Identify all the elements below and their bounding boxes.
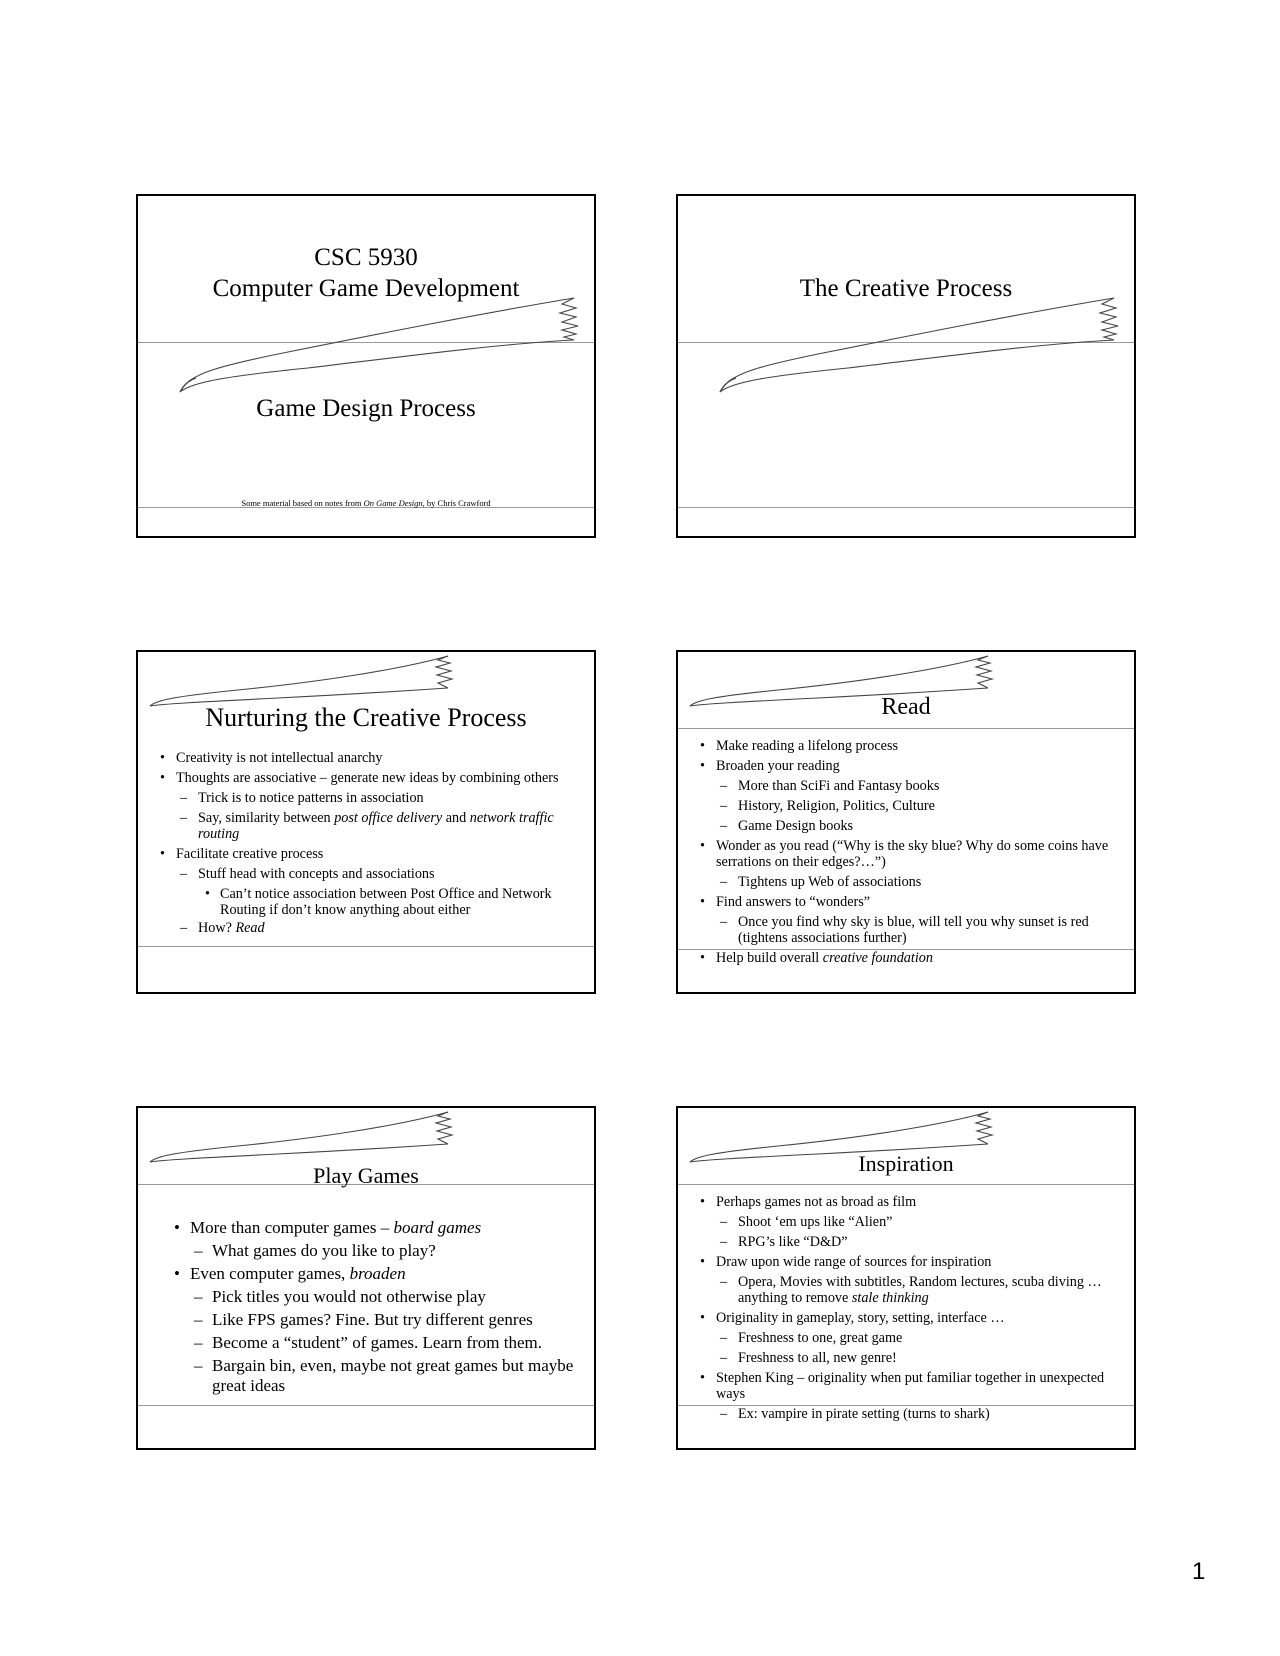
bullet: • Perhaps games not as broad as film bbox=[698, 1194, 1120, 1210]
slide-body bbox=[698, 738, 1120, 970]
page-number: 1 bbox=[1192, 1558, 1206, 1585]
sub-bullet: – Shoot ‘em ups like “Alien” bbox=[698, 1214, 1120, 1230]
slide-title: Nurturing the Creative Process bbox=[205, 703, 527, 732]
bullet: • Creativity is not intellectual anarchy bbox=[158, 750, 580, 766]
sub-bullet: – History, Religion, Politics, Culture bbox=[698, 798, 1120, 814]
sub-bullet: – Bargain bin, even, maybe not great games but maybe great ideas bbox=[172, 1356, 580, 1396]
bullet: • Stephen King – originality when put familiar together in unexpected ways bbox=[698, 1370, 1120, 1402]
bullet: • Find answers to “wonders” bbox=[698, 894, 1120, 910]
slide-divider bbox=[138, 946, 594, 947]
slide-subtitle: Game Design Process bbox=[256, 395, 476, 422]
slide-5 bbox=[136, 1106, 596, 1450]
slide-divider bbox=[678, 507, 1134, 508]
sub-bullet: – Pick titles you would not otherwise play bbox=[172, 1287, 580, 1307]
slide-divider bbox=[138, 1405, 594, 1406]
slide-body bbox=[698, 1194, 1120, 1426]
sub-bullet: – Once you find why sky is blue, will tell you why sunset is red (tightens associations further) bbox=[698, 914, 1120, 946]
slide-title: The Creative Process bbox=[799, 275, 1013, 302]
slide-title: Inspiration bbox=[858, 1151, 954, 1176]
sub-sub-bullet: • Can’t notice association between Post Office and Network Routing if don’t know anything about either bbox=[158, 886, 580, 918]
slide-body bbox=[158, 750, 580, 940]
sub-bullet: – Stuff head with concepts and associations bbox=[158, 866, 580, 882]
slide-6 bbox=[676, 1106, 1136, 1450]
sub-bullet: – Trick is to notice patterns in association bbox=[158, 790, 580, 806]
bullet: • Wonder as you read (“Why is the sky blue? Why do some coins have serrations on their edges?…”) bbox=[698, 838, 1120, 870]
slide-title: Read bbox=[881, 694, 931, 720]
slide-title-line-2: Computer Game Development bbox=[212, 275, 520, 302]
slide-2 bbox=[676, 194, 1136, 538]
bullet: • Help build overall creative foundation bbox=[698, 950, 1120, 966]
bullet: • More than computer games – board games bbox=[172, 1218, 580, 1238]
slide-3 bbox=[136, 650, 596, 994]
sub-bullet: – Freshness to all, new genre! bbox=[698, 1350, 1120, 1366]
sub-bullet: – Ex: vampire in pirate setting (turns to shark) bbox=[698, 1406, 1120, 1422]
bullet: • Even computer games, broaden bbox=[172, 1264, 580, 1284]
bullet: • Originality in gameplay, story, setting, interface … bbox=[698, 1310, 1120, 1326]
bullet: • Draw upon wide range of sources for inspiration bbox=[698, 1254, 1120, 1270]
sub-bullet: – Like FPS games? Fine. But try different genres bbox=[172, 1310, 580, 1330]
sub-bullet: – More than SciFi and Fantasy books bbox=[698, 778, 1120, 794]
bullet: • Broaden your reading bbox=[698, 758, 1120, 774]
sub-bullet: – RPG’s like “D&D” bbox=[698, 1234, 1120, 1250]
sub-bullet: – Game Design books bbox=[698, 818, 1120, 834]
sub-bullet: – How? Read bbox=[158, 920, 580, 936]
slide-title-line-1: CSC 5930 bbox=[314, 244, 418, 271]
source-note: Some material based on notes from On Game Design, by Chris Crawford bbox=[241, 498, 491, 508]
sub-bullet: – Become a “student” of games. Learn from them. bbox=[172, 1333, 580, 1353]
bullet: • Facilitate creative process bbox=[158, 846, 580, 862]
sub-bullet: – Tightens up Web of associations bbox=[698, 874, 1120, 890]
sub-bullet: – Freshness to one, great game bbox=[698, 1330, 1120, 1346]
sub-bullet: – Say, similarity between post office delivery and network traffic routing bbox=[158, 810, 580, 842]
slide-title: Play Games bbox=[313, 1163, 419, 1188]
sub-bullet: – What games do you like to play? bbox=[172, 1241, 580, 1261]
slide-body bbox=[172, 1218, 580, 1399]
slide-1 bbox=[136, 194, 596, 538]
bullet: • Thoughts are associative – generate new ideas by combining others bbox=[158, 770, 580, 786]
sub-bullet: – Opera, Movies with subtitles, Random lectures, scuba diving … anything to remove stale thinking bbox=[698, 1274, 1120, 1306]
bullet: • Make reading a lifelong process bbox=[698, 738, 1120, 754]
slide-4 bbox=[676, 650, 1136, 994]
